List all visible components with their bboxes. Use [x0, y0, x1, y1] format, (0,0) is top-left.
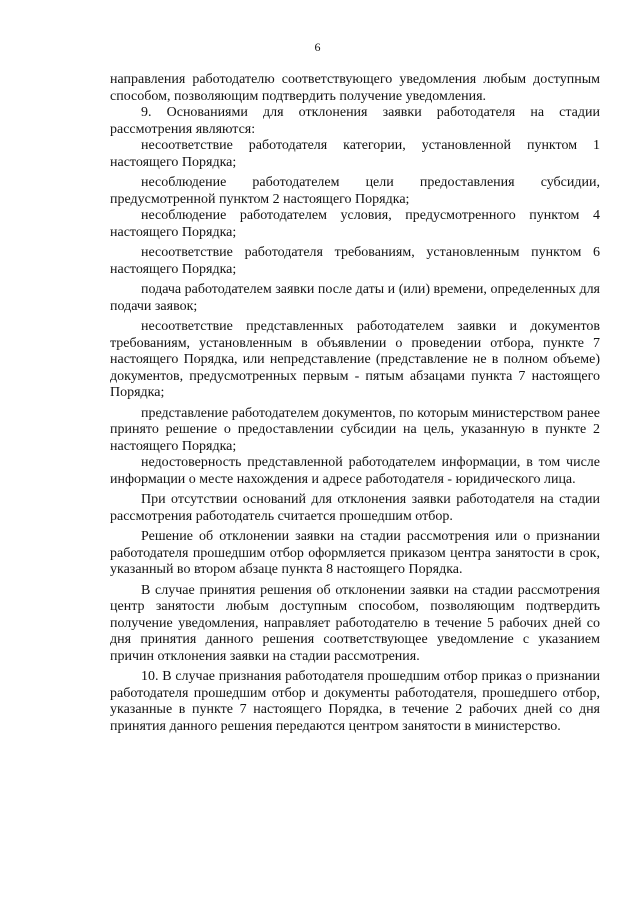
paragraph-decision-order: Решение об отклонении заявки на стадии рассмотрения или о признании работодателя прошедшим отбор оформляется приказом центра занятости в срок, указанный во втором абзаце пункта 8 настоящего Порядка.	[110, 529, 600, 577]
paragraph-clause-10: 10. В случае признания работодателя прошедшим отбор приказ о признании работодателя прошедшим отбор и документы работодателя, прошедшего отбор, указанные в пункте 7 настоящего Порядка, в течение 2 рабочих дней со дня принятия данного решения передаются центром занятости в министерство.	[110, 669, 600, 734]
paragraph-ground-condition: несоблюдение работодателем условия, предусмотренного пунктом 4 настоящего Порядка;	[110, 208, 600, 240]
paragraph-ground-documents: несоответствие представленных работодателем заявки и документов требованиям, установленным в объявлении о проведении отбора, пункте 7 настоящего Порядка, или непредставление (представление не в полном объеме) документов, предусмотренных первым - пятым абзацами пункта 7 настоящего Порядка;	[110, 319, 600, 400]
paragraph-passed-selection: При отсутствии оснований для отклонения заявки работодателя на стадии рассмотрения работодатель считается прошедшим отбор.	[110, 492, 600, 524]
paragraph-ground-false-information: недостоверность представленной работодателем информации, в том числе информации о месте нахождения и адресе работодателя - юридического лица.	[110, 455, 600, 487]
paragraph-ground-category: несоответствие работодателя категории, установленной пунктом 1 настоящего Порядка;	[110, 138, 600, 170]
paragraph-ground-deadline: подача работодателем заявки после даты и (или) времени, определенных для подачи заявок;	[110, 282, 600, 314]
page-number: 6	[314, 40, 321, 54]
paragraph-ground-requirements: несоответствие работодателя требованиям, установленным пунктом 6 настоящего Порядка;	[110, 245, 600, 277]
paragraph-ground-purpose: несоблюдение работодателем цели предоставления субсидии, предусмотренной пунктом 2 настоящего Порядка;	[110, 175, 600, 207]
paragraph-ground-previous-decision: представление работодателем документов, по которым министерством ранее принято решение о предоставлении субсидии на цель, указанную в пункте 2 настоящего Порядка;	[110, 405, 600, 454]
paragraph-clause-9-heading: 9. Основаниями для отклонения заявки работодателя на стадии рассмотрения являются:	[110, 105, 600, 137]
document-body	[110, 72, 600, 735]
paragraph-rejection-notice: В случае принятия решения об отклонении заявки на стадии рассмотрения центр занятости любым доступным способом, позволяющим подтвердить получение уведомления, направляет работодателю в течение 5 рабочих дней со дня принятия данного решения соответствующее уведомление с указанием причин отклонения заявки на стадии рассмотрения.	[110, 582, 600, 664]
paragraph-continuation: направления работодателю соответствующего уведомления любым доступным способом, позволяющим подтвердить получение уведомления.	[110, 72, 600, 104]
